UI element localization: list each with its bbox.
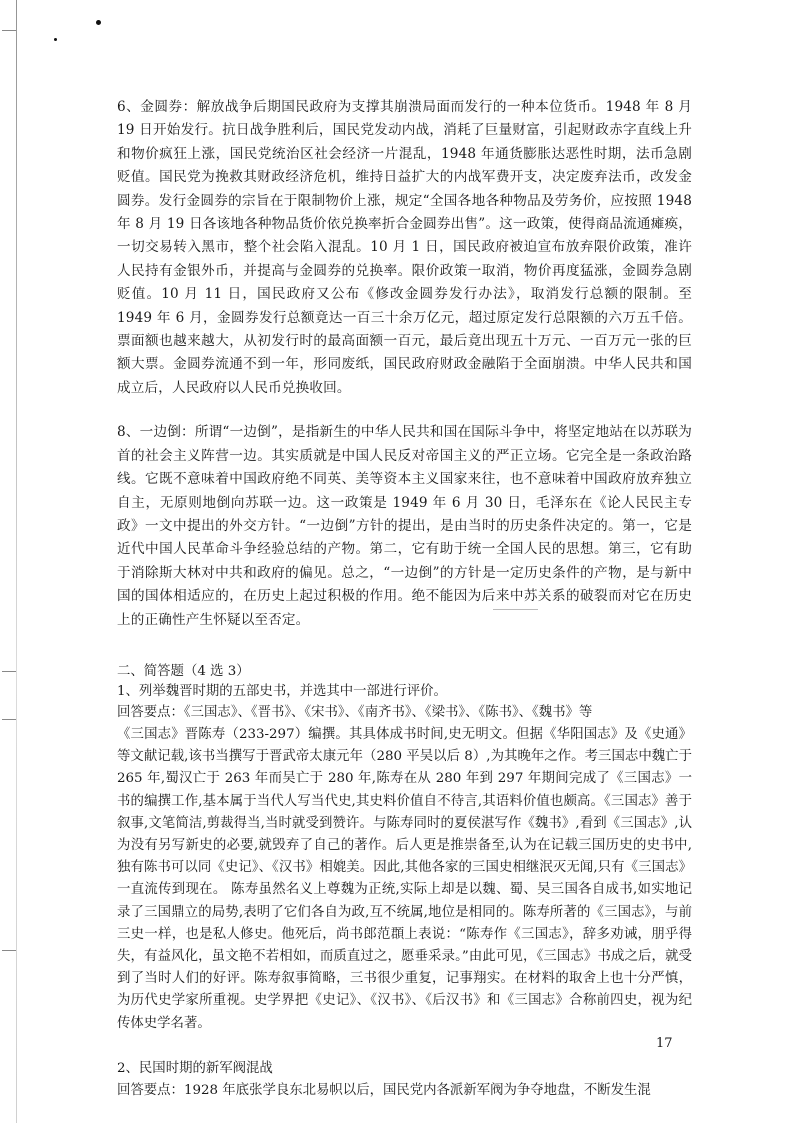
scan-tick-mark — [2, 950, 16, 951]
scan-speck — [96, 20, 101, 25]
page-content — [117, 96, 692, 1103]
scan-speck — [54, 38, 57, 41]
question-1: 1、列举魏晋时期的五部史书，并选其中一部进行评价。 — [117, 683, 447, 699]
scan-edge-line — [16, 0, 17, 1123]
scan-tick-mark — [2, 671, 16, 672]
term-item-yibiandao: 8、一边倒：所谓“一边倒”，是指新生的中华人民共和国在国际斗争中，将坚定地站在以苏联为首的社会主义阵营一边。其实质就是中国人民反对帝国主义的严正立场。它完全是一条政治路线。它既不意味着中国政府绝不同英、美等资本主义国家来往，也不意味着中国政府放弃独立自主，无原则地倒向苏联一边。这一政策是 1949 年 6 月 30 日，毛泽东在《论人民民主专政》一文中提出的外交方针。“一边倒”方针的提出，是由当时的历史条件决定的。第一，它是近代中国人民革命斗争经验总结的产物。第二，它有助于统一全国人民的思想。第三，它有助于消除斯大林对中共和政府的偏见。总之，“一边倒”的方针是一定历史条件的产物，是与新中国的国体相适应的，在历史上起过积极的作用。绝不能因为后来中苏关系的破裂而对它在历史上的正确性产生怀疑以至否定。 — [117, 424, 692, 628]
page-number: 17 — [656, 1036, 673, 1051]
answer-1-intro: 回答要点：《三国志》、《晋书》、《宋书》、《南齐书》、《梁书》、《陈书》、《魏书》等 — [117, 704, 593, 720]
question-2: 2、民国时期的新军阀混战 — [117, 1060, 273, 1076]
scan-tick-mark — [2, 719, 16, 720]
term-item-jinyuanquan: 6、金圆券：解放战争后期国民政府为支撑其崩溃局面而发行的一种本位货币。1948 年 8 月 19 日开始发行。抗日战争胜利后，国民党发动内战，消耗了巨量财富，引起财政赤字直线上升和物价疯狂上涨，国民党统治区社会经济一片混乱，1948 年通货膨胀达恶性时期，法币急剧贬值。国民党为挽救其财政经济危机，维持日益扩大的内战军费开支，决定废弃法币，改发金圆券。发行金圆券的宗旨在于限制物价上涨，规定“全国各地各种物品及劳务价，应按照 1948 年 8 月 19 日各该地各种物品货价依兑换率折合金圆券出售”。这一政策，使得商品流通瘫痪，一切交易转入黑市，整个社会陷入混乱。10 月 1 日，国民政府被迫宣布放弃限价政策，准许人民持有金银外币，并提高与金圆券的兑换率。限价政策一取消，物价再度猛涨，金圆券急剧贬值。10 月 11 日，国民政府又公布《修改金圆券发行办法》，取消发行总额的限制。至 1949 年 6 月，金圆券发行总额竟达一百三十余万亿元，超过原定发行总限额的六万五千倍。票面额也越来越大，从初发行时的最高面额一百元，最后竟出现五十万元、一百万元一张的巨额大票。金圆券流通不到一年，形同废纸，国民政府财政金融陷于全面崩溃。中华人民共和国成立后，人民政府以人民币兑换收回。 — [117, 99, 692, 396]
answer-1-body: 《三国志》晋陈寿（233-297）编撰。其具体成书时间,史无明文。但据《华阳国志》及《史通》等文献记载,该书当撰写于晋武帝太康元年（280 平吴以后 8）,为其晚年之作。考三国志中魏亡于 265 年,蜀汉亡于 263 年而吴亡于 280 年,陈寿在从 280 年到 297 年期间完成了《三国志》一书的编撰工作,基本属于当代人写当代史,其史料价值自不待言,其语料价值也颇高。《三国志》善于叙事,文笔简洁,剪裁得当,当时就受到赞许。与陈寿同时的夏侯湛写作《魏书》,看到《三国志》,认为没有另写新史的必要,就毁弃了自己的著作。后人更是推崇备至,认为在记载三国历史的史书中,独有陈书可以同《史记》、《汉书》相媲美。因此,其他各家的三国史相继泯灭无闻,只有《三国志》一直流传到现在。 陈寿虽然名义上尊魏为正统,实际上却是以魏、蜀、吴三国各自成书,如实地记录了三国鼎立的局势,表明了它们各自为政,互不统属,地位是相同的。陈寿所著的《三国志》，与前三史一样，也是私人修史。他死后，尚书郎范頵上表说：“陈寿作《三国志》，辞多劝诫，朋乎得失，有益风化，虽文艳不若相如，而质直过之，愿垂采录。”由此可见，《三国志》书成之后，就受到了当时人们的好评。陈寿叙事简略，三书很少重复，记事翔实。在材料的取舍上也十分严慎，为历代史学家所重视。史学界把《史记》、《汉书》、《后汉书》和《三国志》合称前四史，视为纪传体史学名著。 — [117, 726, 692, 1031]
scan-tick-mark — [2, 30, 16, 31]
section-title: 二、简答题（4 选 3） — [117, 663, 250, 679]
answer-2-intro: 回答要点：1928 年底张学良东北易帜以后，国民党内各派新军阀为争夺地盘，不断发生混 — [117, 1082, 651, 1098]
